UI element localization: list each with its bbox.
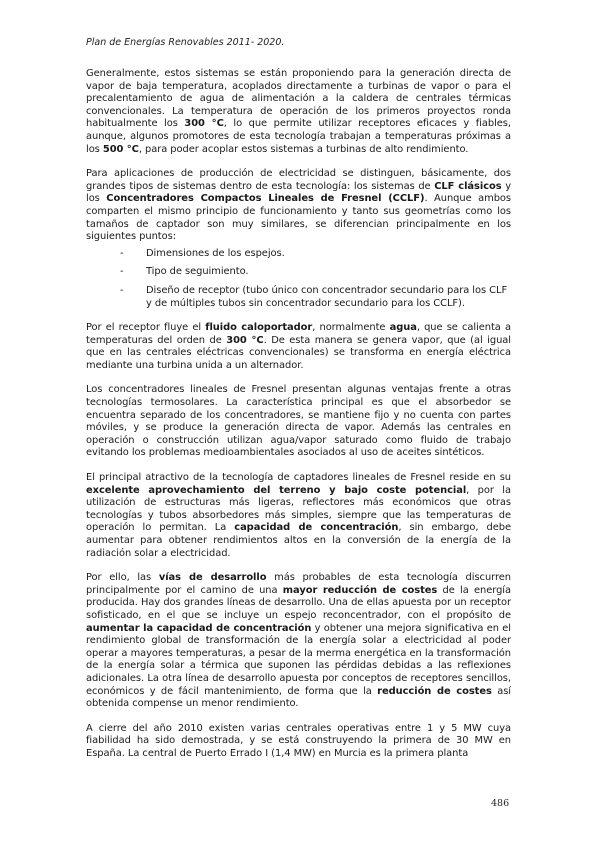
body-text	[86, 68, 511, 773]
paragraph-7: A cierre del año 2010 existen varias centrales operativas entre 1 y 5 MW cuya fiabilidad ha sido demostrada, y se está construyendo la primera de 30 MW en España. La central de Puerto Errado I (1,4 MW) en Murcia es la primera planta	[86, 722, 511, 759]
list-item: - Dimensiones de los espejos.	[120, 247, 285, 259]
paragraph-5: El principal atractivo de la tecnología de captadores lineales de Fresnel reside en su excelente aprovechamiento del terreno y bajo coste potencial, por la utilización de estructuras más ligeras, reflectores más económicos que otras tecnologías y tubos absorbedores más simples, siempre que las temperaturas de operación lo permitan. La capacidad de concentración, sin embargo, debe aumentar para obtener rendimientos altos en la conversión de la energía de la radiación solar a electricidad.	[86, 472, 512, 559]
running-header: Plan de Energías Renovables 2011- 2020.	[86, 37, 285, 48]
paragraph-2: Para aplicaciones de producción de electricidad se distinguen, básicamente, dos grandes tipos de sistemas dentro de esta tecnología: los sistemas de CLF clásicos y los Concentradores Compactos Lineales de Fresnel (CCLF). Aunque ambos comparten el mismo principio de funcionamiento y tanto sus geometrías como los tamaños de captador son muy similares, se diferencian principalmente en los siguientes puntos:	[86, 168, 511, 243]
list-item: - Tipo de seguimiento.	[120, 266, 249, 278]
paragraph-6: Por ello, las vías de desarrollo más probables de esta tecnología discurren principalmente por el camino de una mayor reducción de costes de la energía producida. Hay dos grandes líneas de desarrollo. Una de ellas apuesta por un receptor sofisticado, en el que se incluye un espejo reconcentrador, con el propósito de aumentar la capacidad de concentración y obtener una mejora significativa en el rendimiento global de transformación de la energía solar a electricidad al poder operar a mayores temperaturas, a pesar de la merma energética en la transformación de la energía solar a térmica que suponen las pérdidas debidas a las reflexiones adicionales. La otra línea de desarrollo apuesta por conceptos de receptores sencillos, económicos y de fácil mantenimiento, de forma que la reducción de costes así obtenida compense un menor rendimiento.	[86, 572, 512, 710]
paragraph-1: Generalmente, estos sistemas se están proponiendo para la generación directa de vapor de baja temperatura, acoplados directamente a turbinas de vapor o para el precalentamiento de agua de alimentación a la caldera de centrales térmicas convencionales. La temperatura de operación de los primeros proyectos ronda habitualmente los 300 °C, lo que permite utilizar receptores eficaces y fiables, aunque, algunos promotores de esta tecnología trabajan a temperaturas próximas a los 500 °C, para poder acoplar estos sistemas a turbinas de alto rendimiento.	[86, 68, 511, 155]
paragraph-3: Por el receptor fluye el fluido caloportador, normalmente agua, que se calienta a temperaturas del orden de 300 °C. De esta manera se genera vapor, que (al igual que en las centrales eléctricas convencionales) se transforma en energía eléctrica mediante una turbina unida a un alternador.	[86, 322, 511, 371]
page-number: 486	[491, 798, 510, 809]
paragraph-4: Los concentradores lineales de Fresnel presentan algunas ventajas frente a otras tecnologías termosolares. La característica principal es que el absorbedor se encuentra separado de los concentradores, se mantiene fijo y no cuenta con partes móviles, y se produce la generación directa de vapor. Además las centrales en operación o construcción utilizan agua/vapor saturado como fluido de trabajo evitando los problemas medioambientales asociados al uso de aceites sintéticos.	[86, 384, 511, 459]
difference-list	[86, 248, 511, 310]
list-item: - Diseño de receptor (tubo único con concentrador secundario para los CLF y de múltiples tubos sin concentrador secundario para los CCLF).	[120, 284, 508, 309]
